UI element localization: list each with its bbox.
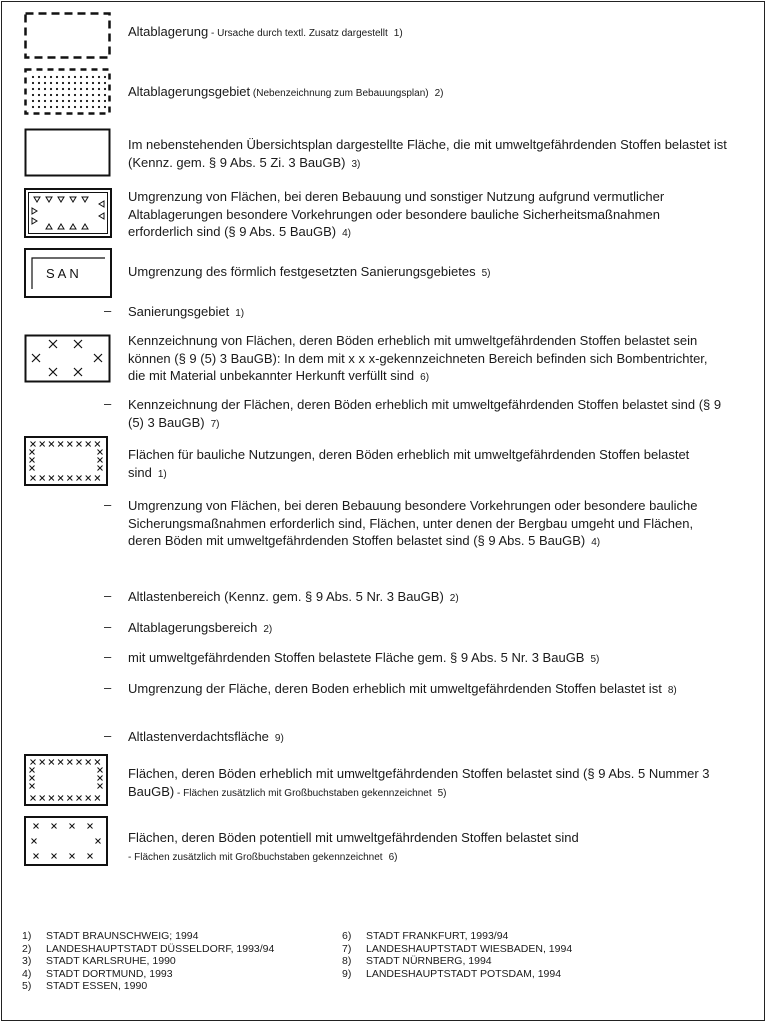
dash-marker: – (104, 649, 112, 664)
legend-text: Altlastenverdachtsfläche 9) (128, 729, 284, 744)
symbol-x-border-box-2 (24, 754, 112, 806)
footnote-number: 8) (342, 955, 352, 967)
legend-text: Altablagerungsgebiet (Nebenzeichnung zum Bebauungsplan) 2) (128, 84, 444, 99)
footnote-number: 6) (342, 930, 352, 942)
footnote-item (342, 955, 572, 968)
legend-text: Im nebenstehenden Übersichtsplan dargestellte Fläche, die mit umweltgefährdenden Stoffen belastet ist (Kennz. gem. § 9 Abs. 5 Zi. 3 BauGB) 3) (128, 137, 727, 170)
dash-marker: – (104, 728, 112, 743)
footnote-item (342, 968, 572, 981)
footnote-item (22, 955, 274, 968)
dash-marker: – (104, 303, 112, 318)
dash-marker: – (104, 619, 112, 634)
symbol-dashed-box (24, 12, 112, 60)
footnote-text: STADT BRAUNSCHWEIG; 1994 (46, 930, 199, 942)
legend-text: Umgrenzung von Flächen, bei deren Bebauung besondere Vorkehrungen oder besondere bauliche Sicherungsmaßnahmen erforderlich sind, Flächen, unter denen der Bergbau umgeht und Flächen, deren Böden mit umweltgefährdenden Stoffen belastet sind (§ 9 Abs. 5 BauGB) 4) (128, 498, 698, 548)
legend-text: Umgrenzung von Flächen, bei deren Bebauung und sonstiger Nutzung aufgrund vermutlicher Altablagerungen besondere Vorkehrungen oder besondere bauliche Sicherheitsmaßnahmen erforderlich sind (§ 9 Abs. 5 BauGB) 4) (128, 189, 665, 239)
footnote-text: LANDESHAUPTSTADT POTSDAM, 1994 (366, 967, 562, 980)
footnote-number: 5) (22, 980, 32, 992)
footnote-number: 7) (342, 942, 352, 955)
footnote-number: 3) (22, 955, 32, 967)
legend-text: Sanierungsgebiet 1) (128, 304, 245, 319)
footnote-item (22, 943, 274, 956)
legend-text: Kennzeichnung der Flächen, deren Böden erheblich mit umweltgefährdenden Stoffen belastet sind (§ 9 (5) 3 BauGB) 7) (128, 397, 722, 430)
legend-text: Kennzeichnung von Flächen, deren Böden erheblich mit umweltgefährdenden Stoffen belastet sein können (§ 9 (5) 3 BauGB): In dem mit x x x-gekennzeichneten Bereich befinden sich Bombentrichter, die mit Material unbekannter Herkunft verfüllt sind 6) (128, 333, 708, 383)
footnotes-left (22, 930, 274, 993)
legend-text: Flächen, deren Böden erheblich mit umweltgefährdenden Stoffen belastet sind (§ 9 Abs. 5 Nummer 3 BauGB) - Flächen zusätzlich mit Großbuchstaben gekennzeichnet 5) (128, 766, 710, 799)
legend-text: Umgrenzung der Fläche, deren Boden erheblich mit umweltgefährdenden Stoffen belastet ist 8) (128, 681, 677, 696)
footnote-item (342, 943, 572, 956)
footnote-item (342, 930, 572, 943)
footnote-text: LANDESHAUPTSTADT WIESBADEN, 1994 (366, 942, 573, 955)
dash-marker: – (104, 497, 112, 512)
legend-text: Flächen für bauliche Nutzungen, deren Böden erheblich mit umweltgefährdenden Stoffen belastet sind 1) (128, 447, 690, 480)
footnote-text: STADT DORTMUND, 1993 (46, 967, 173, 980)
legend-text: Umgrenzung des förmlich festgesetzten Sanierungsgebietes 5) (128, 264, 491, 279)
symbol-solid-box (24, 128, 112, 178)
symbol-x-border-box (24, 436, 112, 488)
footnote-text: STADT ESSEN, 1990 (46, 980, 148, 992)
symbol-cross-box (24, 334, 112, 384)
symbol-dotted-box (24, 68, 112, 116)
legend-text: Altablagerung - Ursache durch textl. Zusatz dargestellt 1) (128, 24, 403, 39)
symbol-triangle-box (24, 188, 112, 238)
san-label: SAN (46, 266, 82, 281)
symbol-san-box (24, 248, 112, 298)
footnote-text: STADT KARLSRUHE, 1990 (46, 955, 176, 967)
legend-text: Altlastenbereich (Kennz. gem. § 9 Abs. 5 Nr. 3 BauGB) 2) (128, 589, 459, 604)
footnote-item (22, 968, 274, 981)
footnote-number: 2) (22, 942, 32, 955)
footnotes-right (342, 930, 572, 980)
dash-marker: – (104, 396, 112, 411)
footnote-number: 4) (22, 967, 32, 980)
dash-marker: – (104, 588, 112, 603)
symbol-sparse-x-box (24, 816, 112, 868)
footnote-text: STADT NÜRNBERG, 1994 (366, 955, 492, 967)
footnote-item (22, 980, 274, 993)
dash-marker: – (104, 680, 112, 695)
footnote-text: STADT FRANKFURT, 1993/94 (366, 930, 509, 942)
legend-text: mit umweltgefährdenden Stoffen belastete Fläche gem. § 9 Abs. 5 Nr. 3 BauGB 5) (128, 650, 600, 665)
footnote-number: 1) (22, 930, 32, 942)
footnote-number: 9) (342, 967, 352, 980)
legend-text: Altablagerungsbereich 2) (128, 620, 273, 635)
footnote-item (22, 930, 274, 943)
footnote-text: LANDESHAUPTSTADT DÜSSELDORF, 1993/94 (46, 942, 275, 955)
legend-text: Flächen, deren Böden potentiell mit umweltgefährdenden Stoffen belastet sind - Flächen zusätzlich mit Großbuchstaben gekennzeichnet 6) (128, 830, 579, 863)
